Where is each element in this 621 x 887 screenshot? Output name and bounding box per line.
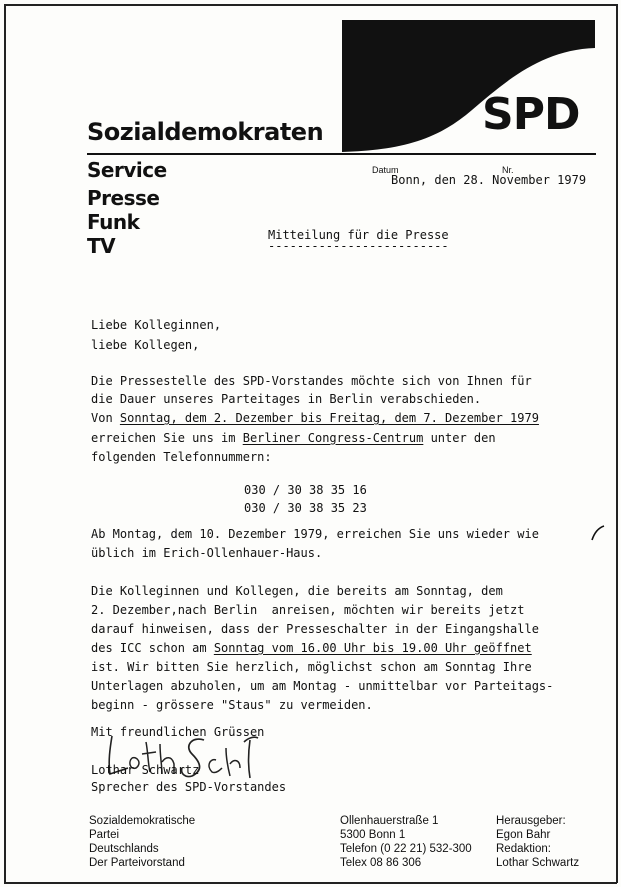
paragraph-1-line-1: Die Pressestelle des SPD-Vorstandes möchte sich von Ihnen für (91, 374, 532, 388)
footer-address-line-3: Telefon (0 22 21) 532-300 (340, 843, 472, 855)
paragraph-1-line-4 (91, 432, 496, 444)
paragraph-1-line-5: folgenden Telefonnummern: (91, 450, 272, 464)
handwritten-signature (91, 725, 265, 786)
text-von: Von (91, 411, 120, 425)
footer-editorial-line-3: Redaktion: (496, 843, 551, 855)
footer-organization (89, 814, 195, 870)
text-unter-den: unter den (423, 431, 496, 445)
footer-org-line-2: Partei (89, 829, 120, 841)
rubric-funk: Funk (87, 210, 140, 234)
margin-tick-mark (590, 524, 606, 542)
footer-address (340, 814, 472, 870)
document-title-rule: ------------------------- (268, 239, 449, 253)
page-border-top (4, 4, 617, 6)
event-dates-underlined: Sonntag, dem 2. Dezember bis Freitag, dem 7. Dezember 1979 (119, 411, 539, 425)
paragraph-2-line-1: Ab Montag, dem 10. Dezember 1979, erreichen Sie uns wieder wie (91, 527, 539, 541)
phone-number-1: 030 / 30 38 35 16 (244, 483, 367, 497)
venue-underlined: Berliner Congress-Centrum (242, 431, 424, 445)
closing-greeting: Mit freundlichen Grüssen (91, 725, 265, 739)
text-des-icc: des ICC schon am (91, 641, 214, 655)
footer-address-line-1: Ollenhauerstraße 1 (340, 815, 439, 827)
footer-address-line-4: Telex 08 86 306 (340, 857, 422, 869)
signer-title: Sprecher des SPD-Vorstandes (91, 780, 287, 794)
paragraph-3-line-2: 2. Dezember,nach Berlin anreisen, möchten wir bereits jetzt (91, 603, 525, 617)
footer-editorial-line-1: Herausgeber: (496, 815, 566, 827)
page-border-left (4, 4, 6, 883)
text-erreichen: erreichen Sie uns im (91, 431, 243, 445)
rubric-service: Service (87, 158, 167, 182)
footer-org-line-3: Deutschlands (89, 843, 159, 855)
date-line: Bonn, den 28. November 1979 (391, 173, 587, 187)
paragraph-3-line-5: ist. Wir bitten Sie herzlich, möglichst schon am Sonntag Ihre (91, 660, 532, 674)
paragraph-3-line-6: Unterlagen abzuholen, um am Montag - unmittelbar vor Parteitags- (91, 679, 554, 693)
spd-logo-text: SPD (482, 89, 580, 140)
opening-hours-underlined: Sonntag vom 16.00 Uhr bis 19.00 Uhr geöffnet (213, 641, 532, 655)
paragraph-3-line-3: darauf hinweisen, dass der Presseschalter in der Eingangshalle (91, 622, 539, 636)
paragraph-2-line-2: üblich im Erich-Ollenhauer-Haus. (91, 546, 323, 560)
salutation-line-1: Liebe Kolleginnen, (91, 318, 222, 332)
footer-address-line-2: 5300 Bonn 1 (340, 829, 406, 841)
phone-number-2: 030 / 30 38 35 23 (244, 501, 367, 515)
brand-rule (87, 153, 596, 155)
page-border-bottom (4, 882, 617, 884)
paragraph-3-line-1: Die Kolleginnen und Kollegen, die bereits am Sonntag, dem (91, 584, 503, 598)
brand-title: Sozialdemokraten (87, 118, 324, 146)
paragraph-3-line-7: beginn - grössere "Staus" zu vermeiden. (91, 698, 373, 712)
footer-org-line-1: Sozialdemokratische (89, 815, 196, 827)
page-border-right (616, 4, 618, 883)
number-field-label: Nr. (502, 165, 514, 175)
paragraph-3-line-4 (91, 642, 532, 654)
footer-editorial-line-4: Lothar Schwartz (496, 857, 580, 869)
footer-editorial (496, 814, 579, 870)
salutation-line-2: liebe Kollegen, (91, 338, 200, 352)
paragraph-1-line-3 (91, 412, 539, 424)
signer-name: Lothar Schwartz (91, 763, 200, 777)
rubric-tv: TV (87, 234, 116, 258)
rubric-presse: Presse (87, 186, 160, 210)
date-field-label: Datum (372, 165, 399, 175)
footer-org-line-4: Der Parteivorstand (89, 857, 185, 869)
document-title: Mitteilung für die Presse (268, 228, 449, 242)
paragraph-1-line-2: die Dauer unseres Parteitages in Berlin verabschieden. (91, 392, 482, 406)
footer-editorial-line-2: Egon Bahr (496, 829, 551, 841)
